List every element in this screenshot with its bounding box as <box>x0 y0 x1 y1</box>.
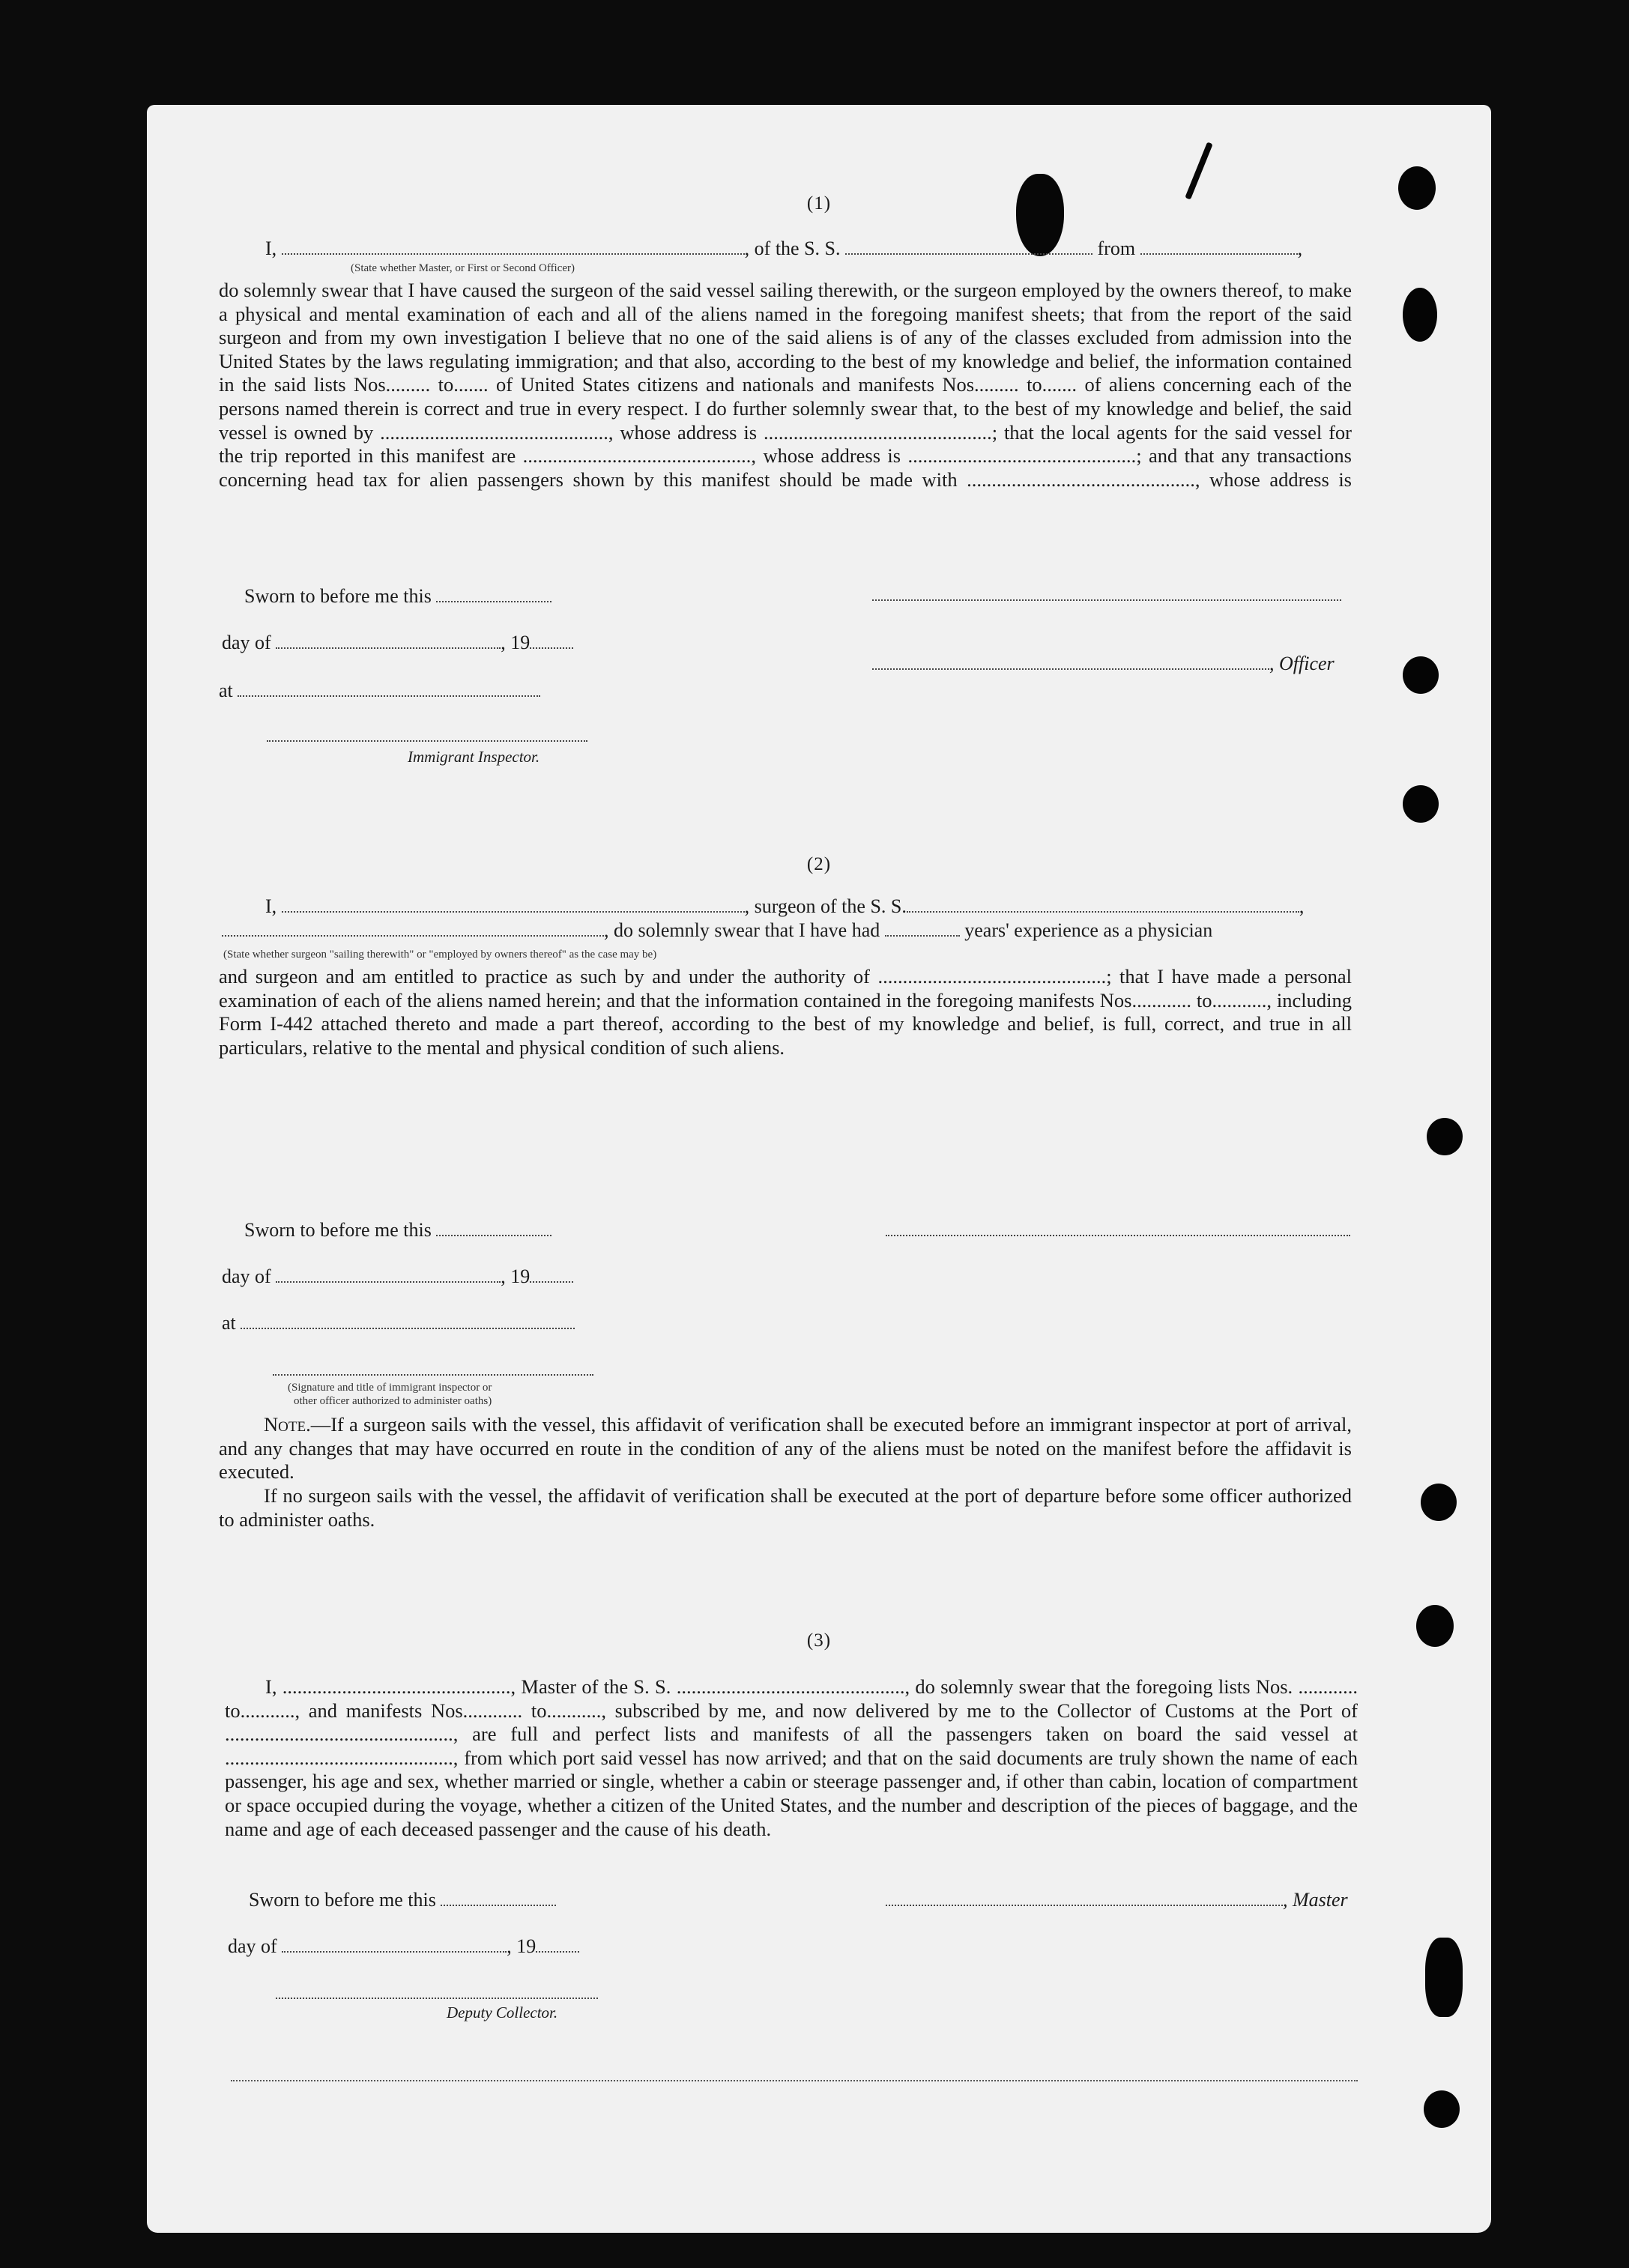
section-2-note-2: If no surgeon sails with the vessel, the affidavit of verification shall be executed at the port of departure before some officer authorized to administer oaths. <box>219 1484 1352 1531</box>
section-1-paragraph: do solemnly swear that I have caused the surgeon of the said vessel sailing therewith, or the surgeon employed by the owners thereof, to make a physical and mental examination of each and all of the aliens named in the foregoing manifest sheets; that from the report of the said surgeon and from my own investigation I believe that no one of the said aliens is of any of the classes excluded from admission into the United States by the laws regulating immigration; and that also, according to the best of my knowledge and belief, the information contained in the said lists Nos......... to....... of United States citizens and nationals and manifests Nos......... to....... of aliens concerning each of the persons named therein is correct and true in every respect. I do further solemnly swear that, to the best of my knowledge and belief, the said vessel is owned by .............................................., whose address is ..............................................; that the local agents for the said vessel for the trip reported in this manifest are .............................................., whose address is ..............................................; and that any transactions concerning head tax for alien passengers shown by this manifest should be made with .............................................., whose address is <box>219 279 1352 491</box>
section-1-day-of-label: day of <box>222 632 271 653</box>
section-1-sworn-label: Sworn to before me this <box>244 585 432 607</box>
section-2-sig-note-1: (Signature and title of immigrant inspector or <box>288 1382 492 1394</box>
section-1-day-of <box>222 631 573 654</box>
section-2-line-1: I, , surgeon of the S. S. , <box>265 895 1305 917</box>
section-2-note <box>219 1413 1352 1484</box>
section-1-officer-label: , Officer <box>1269 653 1335 674</box>
section-2-year-label: , 19 <box>501 1265 531 1287</box>
section-1-officer <box>872 652 1335 675</box>
section-2-sworn-label: Sworn to before me this <box>244 1219 432 1241</box>
section-1-officer-note: (State whether Master, or First or Second Officer) <box>351 262 575 274</box>
section-2-day-of <box>222 1265 573 1288</box>
section-2-line-2 <box>222 919 1212 942</box>
section-1-at <box>219 679 540 702</box>
section-2-years: years' experience as a physician <box>964 919 1213 941</box>
section-3-deputy: Deputy Collector. <box>447 2004 558 2021</box>
section-3-year-label: , 19 <box>507 1935 537 1957</box>
bottom-rule <box>231 2080 1358 2081</box>
section-1-I: I, <box>265 238 277 259</box>
binder-hole <box>1403 656 1439 694</box>
binder-hole <box>1403 785 1439 823</box>
section-3-sworn-label: Sworn to before me this <box>249 1889 436 1911</box>
section-2-at <box>222 1311 575 1334</box>
section-3-day-of-label: day of <box>228 1935 277 1957</box>
binder-hole <box>1424 2090 1460 2128</box>
section-3-master <box>886 1888 1348 1911</box>
binder-hole <box>1421 1484 1457 1521</box>
section-2-at-label: at <box>222 1312 236 1334</box>
section-2-number: (2) <box>806 854 832 874</box>
section-2-swear: , do solemnly swear that I have had <box>604 919 880 941</box>
note-label: Note. <box>264 1413 311 1436</box>
section-1-of-ss: , of the S. S. <box>744 238 841 259</box>
section-1-sworn <box>244 584 551 608</box>
note-text: —If a surgeon sails with the vessel, this affidavit of verification shall be executed before an immigrant inspector at port of arrival, and any changes that may have occurred en route in the condition of any of the aliens must be noted on the manifest before the affidavit is executed. <box>219 1413 1352 1484</box>
section-2-surgeon-note: (State whether surgeon "sailing therewith" or "employed by owners thereof" as the case may be) <box>223 949 657 961</box>
section-1-from: from <box>1097 238 1136 259</box>
section-3-paragraph: I, .............................................., Master of the S. S. .............................................., do solemnly swear that the foregoing lists Nos. ............ to..........., and manifests Nos............ to..........., subscribed by me, and now delivered by me to the Collector of Customs at the Port of .............................................., are full and perfect lists and manifests of all the passengers taken on board the said vessel at .............................................., from which port said vessel has now arrived; and that on the said documents are truly shown the name of each passenger, his age and sex, whether married or single, whether a cabin or steerage passenger and, if other than cabin, location of compartment or space occupied during the voyage, whether a citizen of the United States, and the number and description of the pieces of baggage, and the name and age of each deceased passenger and the cause of his death. <box>225 1675 1358 1840</box>
section-1-line-1: I, , of the S. S. from , <box>265 238 1303 259</box>
section-1-number: (1) <box>806 193 832 214</box>
section-3-day-of <box>228 1935 579 1958</box>
section-2-day-of-label: day of <box>222 1265 271 1287</box>
section-2-inspector-signature-line <box>273 1374 593 1376</box>
section-1-officer-signature-line-1 <box>872 599 1341 601</box>
section-2-signature-line <box>886 1235 1350 1236</box>
section-3-collector-signature-line <box>276 1998 598 1999</box>
section-3-master-label: , Master <box>1283 1889 1348 1911</box>
section-2-sig-note-2: other officer authorized to administer oaths) <box>294 1395 492 1407</box>
binder-hole <box>1403 288 1437 342</box>
section-1-inspector: Immigrant Inspector. <box>408 748 540 766</box>
ink-mark <box>1185 142 1212 199</box>
section-2-I: I, <box>265 895 277 917</box>
binder-hole <box>1425 1938 1463 2017</box>
binder-hole <box>1427 1118 1463 1155</box>
manifest-affidavit-page <box>147 105 1491 2233</box>
section-1-inspector-signature-line <box>267 740 587 742</box>
section-2-paragraph: and surgeon and am entitled to practice as such by and under the authority of ..............................................; that I have made a personal examination of each of the aliens named herein; and that the information contained in the foregoing manifests Nos............ to..........., including Form I-442 attached thereto and made a part thereof, according to the best of my knowledge and belief, is full, correct, and true in all particulars, relative to the mental and physical condition of such aliens. <box>219 965 1352 1059</box>
section-2-sworn <box>244 1218 551 1242</box>
section-1-at-label: at <box>219 680 233 701</box>
section-2-surgeon: , surgeon of the S. S. <box>744 895 907 917</box>
section-3-number: (3) <box>806 1630 832 1651</box>
section-3-sworn <box>249 1888 556 1911</box>
section-1-year-label: , 19 <box>501 632 531 653</box>
